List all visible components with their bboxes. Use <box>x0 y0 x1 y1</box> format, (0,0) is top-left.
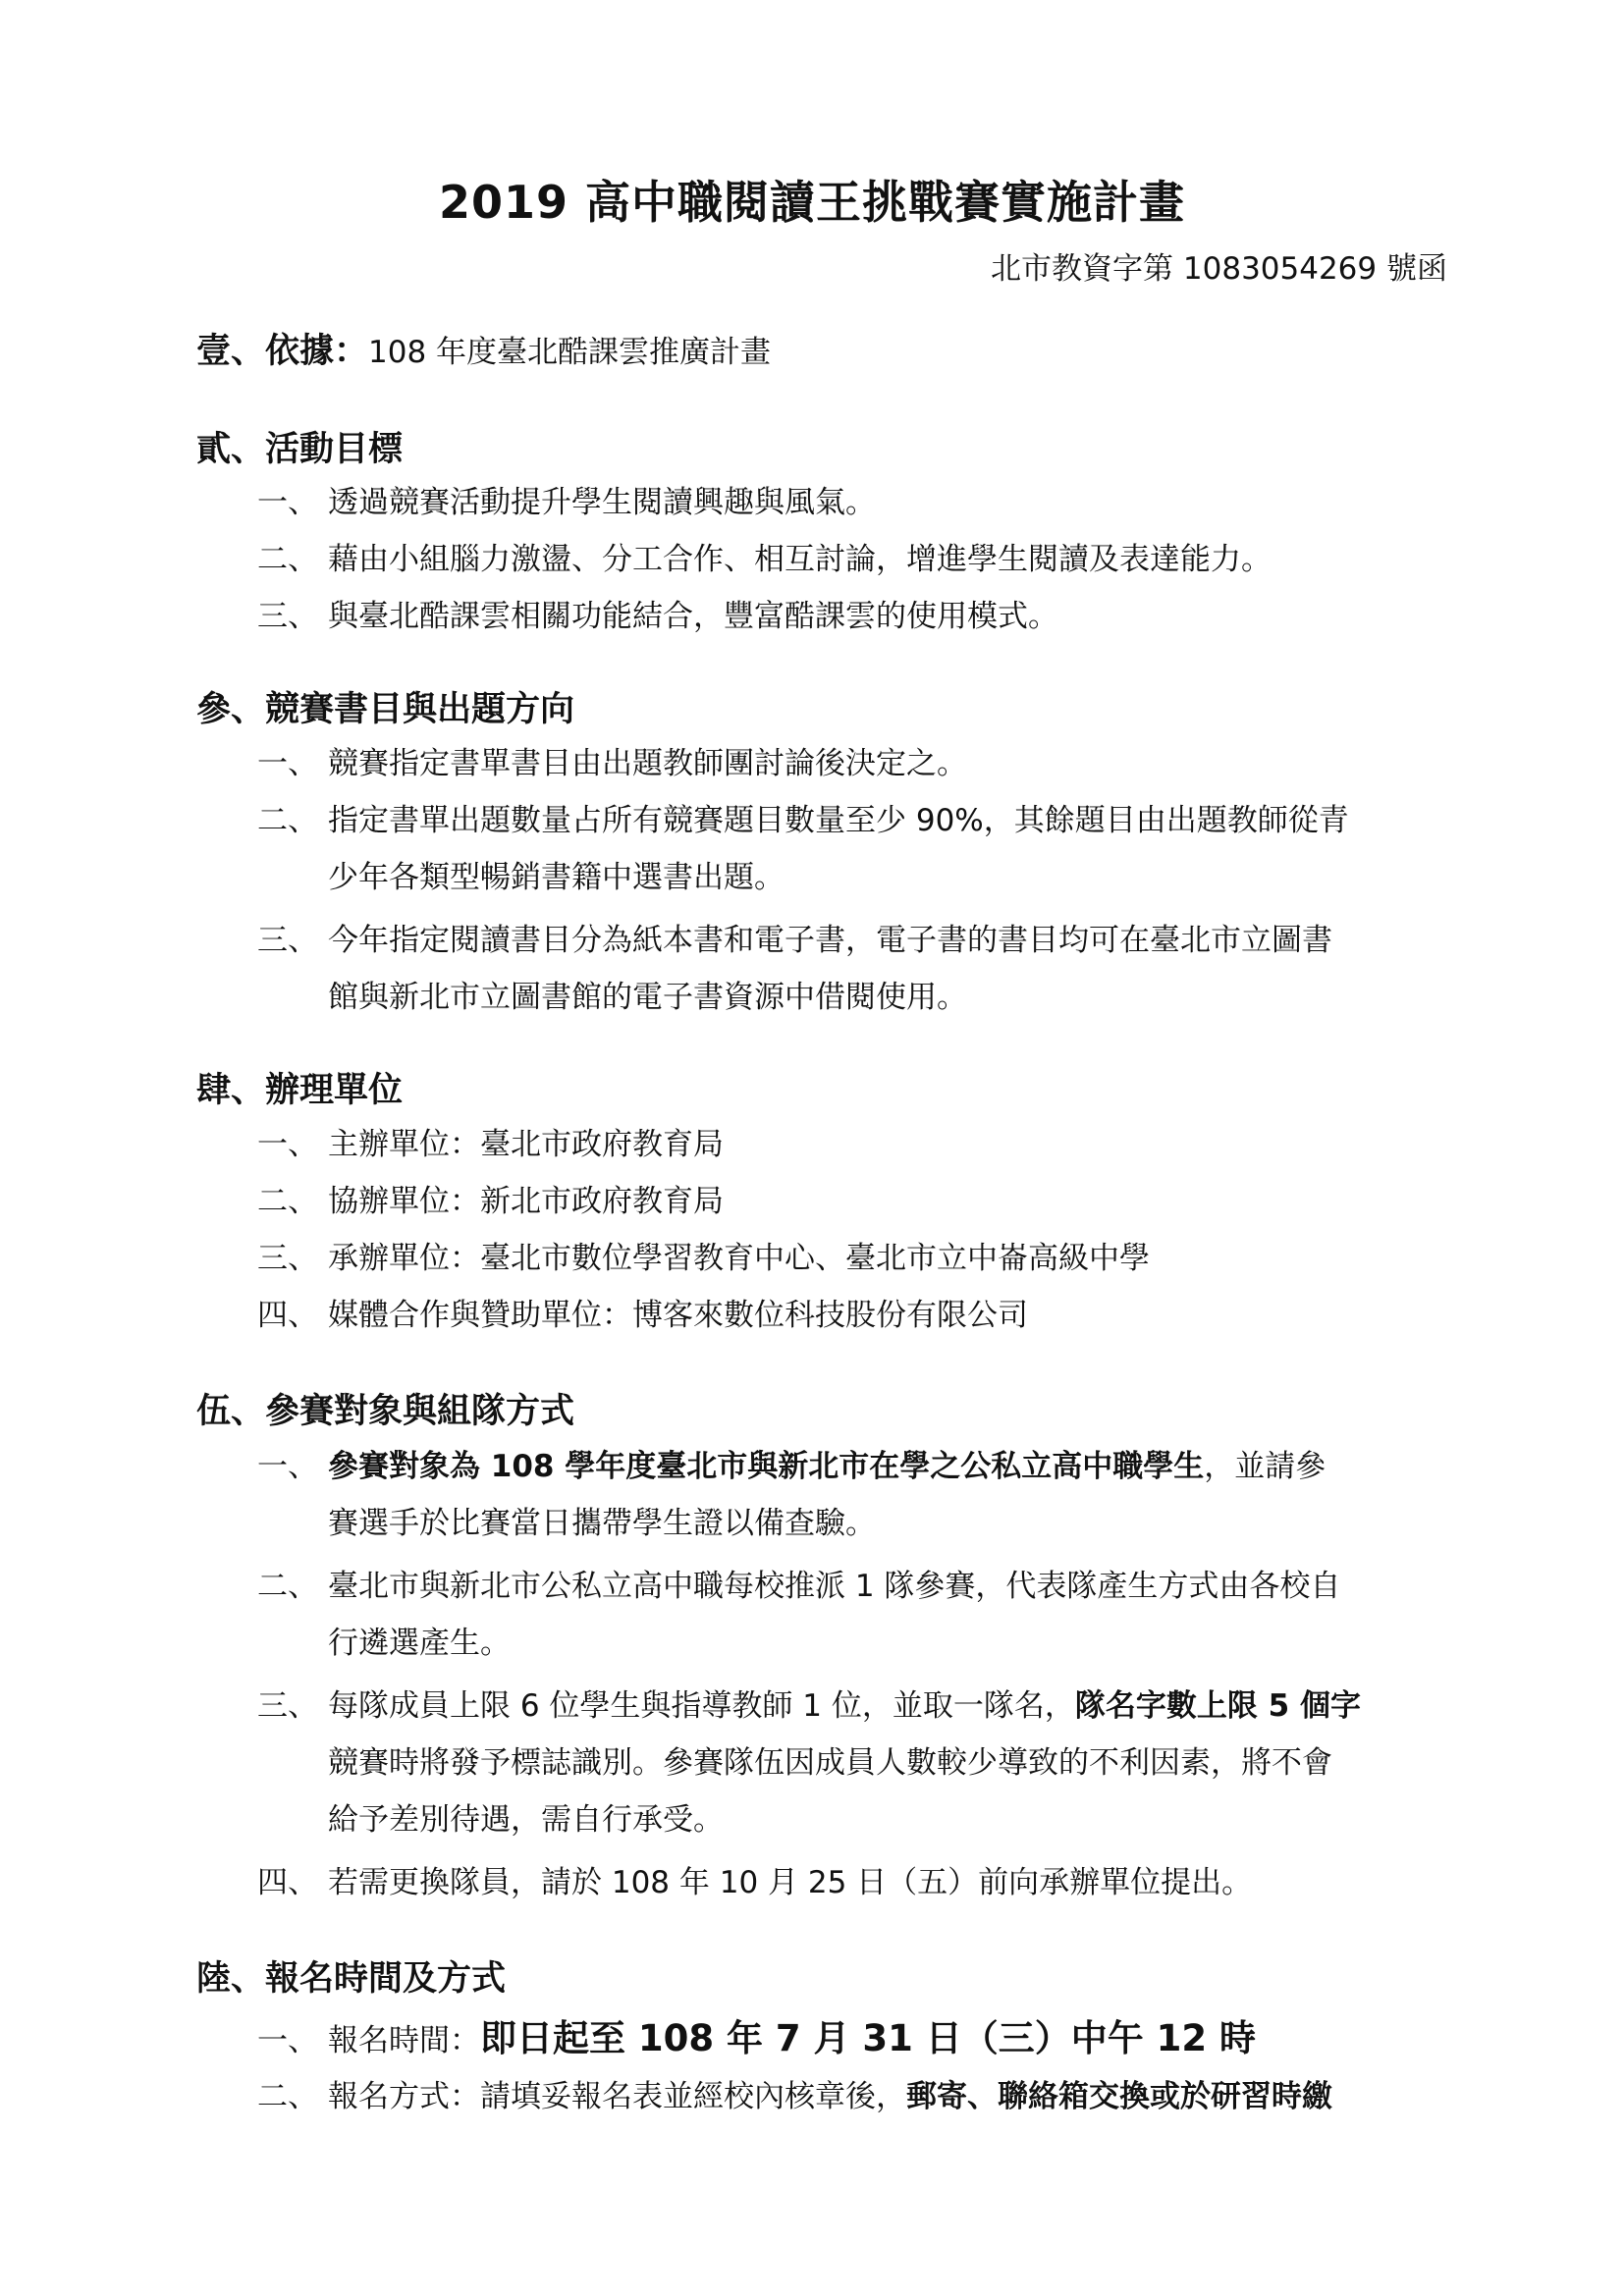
item-continuation: 少年各類型暢銷書籍中選書出題。 <box>328 860 785 895</box>
item-text: 藉由小組腦力激盪、分工合作、相互討論，增進學生閱讀及表達能力。 <box>328 542 1272 577</box>
item-number: 三、 <box>257 1241 318 1276</box>
list-item <box>257 1679 1426 1735</box>
item-continuation: 競賽時將發予標誌識別。參賽隊伍因成員人數較少導致的不利因素，將不會 <box>328 1745 1332 1781</box>
item-text: 與臺北酷課雲相關功能結合，豐富酷課雲的使用模式。 <box>328 599 1058 634</box>
list-item <box>257 1231 1426 1287</box>
list-item <box>257 1559 1426 1615</box>
item-continuation: 給予差別待遇，需自行承受。 <box>328 1802 724 1838</box>
list-item <box>257 793 1426 849</box>
section-6-heading: 陸、報名時間及方式 <box>196 1959 507 1999</box>
item-number: 二、 <box>257 2079 318 2114</box>
item-bold-text: 隊名字數上限 5 個字 <box>1074 1688 1362 1724</box>
list-item <box>257 2010 1426 2069</box>
item-text: 承辦單位：臺北市數位學習教育中心、臺北市立中崙高級中學 <box>328 1241 1150 1276</box>
item-text: 指定書單出題數量占所有競賽題目數量至少 90%，其餘題目由出題教師從青 <box>328 803 1349 838</box>
item-number: 二、 <box>257 1569 318 1604</box>
item-text: 競賽指定書單書目由出題教師團討論後決定之。 <box>328 746 967 781</box>
item-number: 一、 <box>257 1449 318 1484</box>
item-continuation: 行遴選產生。 <box>328 1626 511 1661</box>
item-number: 三、 <box>257 1688 318 1724</box>
item-text: 報名方式：請填妥報名表並經校內核章後， <box>328 2079 906 2114</box>
item-number: 三、 <box>257 599 318 634</box>
list-item <box>257 913 1426 969</box>
section-1-title: 壹、依據： <box>196 332 369 371</box>
list-item <box>257 736 1426 792</box>
item-number: 一、 <box>257 1127 318 1162</box>
item-number: 一、 <box>257 2023 318 2058</box>
item-number: 二、 <box>257 1184 318 1219</box>
item-text: ，並請參 <box>1204 1449 1326 1484</box>
item-continuation: 館與新北市立圖書館的電子書資源中借閱使用。 <box>328 980 967 1015</box>
list-item <box>257 475 1426 531</box>
item-number: 四、 <box>257 1865 318 1900</box>
item-number: 一、 <box>257 485 318 520</box>
section-1-text: 108 年度臺北酷課雲推廣計畫 <box>368 335 772 370</box>
item-bold-text: 參賽對象為 108 學年度臺北市與新北市在學之公私立高中職學生 <box>328 1449 1205 1484</box>
item-text: 協辦單位：新北市政府教育局 <box>328 1184 724 1219</box>
item-text: 報名時間： <box>328 2023 480 2058</box>
list-item <box>257 2069 1426 2125</box>
list-item <box>257 1439 1426 1495</box>
document-reference-number: 北市教資字第 1083054269 號函 <box>991 251 1447 287</box>
section-1-heading <box>196 324 771 373</box>
item-text: 若需更換隊員，請於 108 年 10 月 25 日（五）前向承辦單位提出。 <box>328 1865 1253 1900</box>
section-5-heading: 伍、參賽對象與組隊方式 <box>196 1392 575 1431</box>
item-text: 每隊成員上限 6 位學生與指導教師 1 位，並取一隊名， <box>328 1688 1075 1724</box>
list-item <box>257 1117 1426 1173</box>
item-number: 四、 <box>257 1298 318 1333</box>
list-item <box>257 1288 1426 1344</box>
item-text: 媒體合作與贊助單位：博客來數位科技股份有限公司 <box>328 1298 1028 1333</box>
list-item <box>257 532 1426 588</box>
document-title: 2019 高中職閱讀王挑戰賽實施計畫 <box>438 176 1186 229</box>
list-item <box>257 1174 1426 1230</box>
item-continuation: 賽選手於比賽當日攜帶學生證以備查驗。 <box>328 1506 876 1541</box>
section-2-heading: 貳、活動目標 <box>196 430 404 469</box>
item-text: 透過競賽活動提升學生閱讀興趣與風氣。 <box>328 485 876 520</box>
item-number: 二、 <box>257 803 318 838</box>
item-text: 臺北市與新北市公私立高中職每校推派 1 隊參賽，代表隊產生方式由各校自 <box>328 1569 1341 1604</box>
section-3-heading: 參、競賽書目與出題方向 <box>196 690 575 729</box>
item-number: 一、 <box>257 746 318 781</box>
list-item <box>257 589 1426 645</box>
item-number: 三、 <box>257 923 318 958</box>
item-text: 今年指定閱讀書目分為紙本書和電子書，電子書的書目均可在臺北市立圖書 <box>328 923 1332 958</box>
item-bold-text: 郵寄、聯絡箱交換或於研習時繳 <box>906 2079 1332 2114</box>
list-item <box>257 1855 1426 1911</box>
item-number: 二、 <box>257 542 318 577</box>
item-text: 主辦單位：臺北市政府教育局 <box>328 1127 724 1162</box>
item-bold-text: 即日起至 108 年 7 月 31 日（三）中午 12 時 <box>480 2017 1257 2059</box>
section-4-heading: 肆、辦理單位 <box>196 1071 404 1110</box>
